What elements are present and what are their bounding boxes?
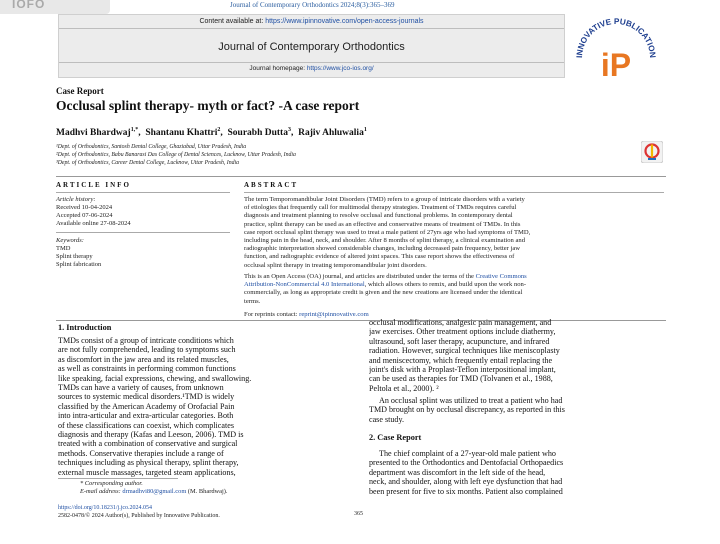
homepage-prefix: Journal homepage:	[249, 65, 307, 72]
abstract-line: diagnosis and treatment planning to resolve occlusal and functional problems. In contemporary dental	[244, 212, 513, 220]
author-sup: 1,*	[130, 127, 139, 133]
footnote-rule	[58, 478, 178, 479]
author-list: Madhvi Bhardwaj$^{1,*}$, Shantanu Khattri$^2$, Sourabh Dutta$^3$, Rajiv Ahluwalia$^1$	[56, 127, 367, 139]
license-block	[244, 273, 664, 306]
article-type: Case Report	[56, 86, 104, 96]
header-divider-top	[59, 28, 564, 29]
history-label: Article history:	[56, 196, 96, 203]
right-col-para-3	[369, 449, 665, 496]
license-line: terms.	[244, 297, 261, 305]
history-accepted: Accepted 07-06-2024	[56, 212, 113, 219]
availability-line	[59, 18, 564, 25]
right-line: department was discomfort in the left side of the head,	[369, 467, 546, 477]
keyword: Splint therapy	[56, 253, 93, 260]
article-info-rule	[56, 192, 230, 193]
intro-heading: 1. Introduction	[58, 323, 112, 332]
reprints-prefix: For reprints contact:	[244, 311, 300, 318]
running-head: Journal of Contemporary Orthodontics 2024;8(3):365–369	[230, 1, 395, 9]
publisher-mark: iP	[600, 47, 632, 83]
right-line: occlusal modifications, analgesic pain management, and	[369, 318, 552, 327]
right-line: Peltola et al., 2000). ²	[369, 383, 439, 393]
journal-logo-fragment	[0, 0, 110, 14]
right-col-para-1	[369, 318, 665, 393]
author-name: Madhvi Bhardwaj	[56, 128, 131, 139]
email-prefix: E-mail address:	[80, 488, 123, 495]
abstract-rule	[244, 192, 664, 193]
homepage-link[interactable]: https://www.jco-ios.org/	[306, 65, 374, 72]
keyword: Splint fabrication	[56, 261, 102, 268]
intro-line: TMDs consist of a group of intricate conditions which	[58, 336, 234, 345]
intro-line: like speaking, facial expressions, chewing, and swallowing.	[58, 373, 252, 383]
journal-title: Journal of Contemporary Orthodontics	[218, 41, 405, 53]
keyword: TMD	[56, 245, 71, 252]
affiliation-line: ¹Dept. of Orthodontics, Santosh Dental College, Ghaziabad, Uttar Pradesh, India	[56, 144, 247, 150]
case-report-heading: 2. Case Report	[369, 433, 422, 442]
email-note	[80, 488, 228, 495]
right-line: neck, and shoulder, along with left eye dysfunction that had	[369, 477, 563, 487]
author-name: Shantanu Khattri	[145, 128, 218, 139]
abstract-line: practice, splint therapy can be used as an effective and conservative means of treatment of TMDs. In this	[244, 220, 521, 228]
intro-line: into intra-articular and extra-articular categories. Both	[58, 411, 234, 421]
corresponding-note: * Corresponding author.	[80, 480, 143, 487]
homepage-line	[59, 65, 564, 72]
intro-line: sources to systemic medical disorders.¹TMD is widely	[58, 392, 235, 402]
right-line: An occlusal splint was utilized to treat a patient who had	[379, 396, 563, 405]
license-text: This is an Open Access (OA) journal, and articles are distributed under the terms of the	[244, 273, 476, 280]
right-line: radiation. However, surgical techniques like meniscoplasty	[369, 346, 560, 356]
intro-line: methods. Conservative therapies include a range of	[58, 448, 224, 458]
right-line: TMD brought on by occlusal discrepancy, as reported in this	[369, 405, 565, 415]
license-line: commercially, as long as appropriate credit is given and the new creations are licensed under the identical	[244, 289, 523, 297]
right-line: The chief complaint of a 27-year-old male patient who	[379, 449, 556, 458]
keywords-rule	[56, 232, 230, 233]
journal-header-banner	[58, 14, 565, 78]
intro-line: TMDs can have a variety of causes, from unknown	[58, 383, 224, 393]
license-link[interactable]: Attribution-NonCommercial 4.0 International	[244, 281, 365, 289]
history-online: Available online 27-08-2024	[56, 220, 131, 227]
crossmark-icon[interactable]	[641, 141, 663, 163]
intro-line: as well as constraints in performing common functions	[58, 364, 236, 374]
right-line: and meniscectomy, which frequently entail replacing the	[369, 355, 553, 365]
copyright-line: 2582-0478/© 2024 Author(s), Published by Innovative Publication.	[58, 513, 220, 519]
intro-line: classified by the American Academy of Orofacial Pain	[58, 401, 235, 411]
author-sup: 2	[217, 127, 221, 133]
right-line: been present for five to six months. Patient also complained	[369, 486, 563, 496]
intro-line: as discomfort in the jaw area and its related muscles,	[58, 354, 229, 364]
right-line: presented to the Orthodontics and Dentofacial Orthopaedics	[369, 458, 564, 468]
email-suffix: (M. Bhardwaj).	[186, 488, 228, 495]
availability-prefix: Content available at:	[199, 18, 266, 25]
intro-line: diagnosis and therapy (Kafas and Leeson, 2006). TMD is	[58, 430, 244, 440]
affiliation-line: ³Dept. of Orthodontics, Career Dental College, Lucknow, Uttar Pradesh, India	[56, 160, 240, 166]
right-line: jaw exercises. Other treatment options include diathermy,	[369, 327, 556, 337]
header-divider-bottom	[59, 62, 564, 63]
author-sup: 3	[287, 127, 291, 133]
logo-fragment-text: IOFO	[12, 0, 46, 11]
article-title: Occlusal splint therapy- myth or fact? -A case report	[56, 98, 360, 113]
license-line	[244, 281, 664, 289]
right-line: can be used as therapies for TMD (Tolvanen et al., 1988,	[369, 374, 553, 384]
abstract-line: including pain in the head, neck, and shoulder. After 8 months of splint therapy, a clinical examination and	[244, 237, 526, 245]
doi-link[interactable]: https://doi.org/10.18231/j.jco.2024.054	[58, 505, 153, 511]
right-col-para-2	[369, 396, 665, 424]
author-sup: 1	[363, 127, 367, 133]
license-line	[244, 273, 664, 281]
abstract-heading: ABSTRACT	[244, 181, 299, 189]
abstract-line: radiographic interpretation showed considerable changes, including decreased pain frequency, better jaw	[244, 245, 521, 253]
author-name: Sourabh Dutta	[227, 128, 288, 139]
license-text: , which allows others to remix, and build upon the work non-	[364, 281, 527, 289]
section-divider	[56, 176, 666, 177]
reprints-email[interactable]: reprint@ipinnovative.com	[299, 311, 369, 318]
article-info-heading: ARTICLE INFO	[56, 181, 131, 189]
intro-line: treated with a combination of conservative and surgical	[58, 439, 238, 449]
availability-link[interactable]: https://www.ipinnovative.com/open-access-journals	[265, 18, 424, 25]
right-line: joint's disk with a Proplast-Teflon interpositional implant,	[369, 365, 556, 375]
intro-line: are not fully comprehended, leading to symptoms such	[58, 345, 236, 355]
page-number: 365	[354, 511, 363, 517]
license-link[interactable]: Creative Commons	[475, 273, 527, 280]
intro-line: of these classifications can coexist, which complicates	[58, 420, 234, 430]
keywords-label: Keywords:	[56, 237, 84, 244]
intro-line: techniques including as physical therapy, splint therapy,	[58, 458, 239, 468]
right-line: ultrasound, soft laser therapy, acupuncture, and infrared	[369, 336, 550, 346]
author-name: Rajiv Ahluwalia	[298, 128, 364, 139]
intro-body	[58, 336, 352, 477]
right-line: case study.	[369, 414, 404, 424]
abstract-body	[244, 196, 664, 270]
abstract-line: case report occlusal splint therapy was used to treat a male patient of 27yrs age who had symptoms of TMD,	[244, 228, 531, 236]
abstract-line: The term Temporomandibular Joint Disorders (TMD) refers to a group of intricate disorders with a variety	[244, 196, 525, 203]
intro-line: external muscle massages, targeted steam applications,	[58, 467, 236, 477]
abstract-line: occlusal splint therapy in treating temporomandibular joint disorders.	[244, 261, 427, 269]
publisher-arc-text: INNOVATIVE PUBLICATION	[574, 16, 658, 59]
history-received: Received 10-04-2024	[56, 204, 113, 211]
author-email[interactable]: drmadhvi80@gmail.com	[122, 488, 187, 495]
affiliation-line: ²Dept. of Orthodontics, Babu Banarasi Das College of Dental Sciences, Lucknow, Uttar Pradesh, India	[56, 152, 296, 158]
abstract-line: function, and radiographic evidence of altered joint spaces. This case report shows the effectiveness of	[244, 253, 515, 261]
publisher-logo	[568, 14, 664, 84]
abstract-line: of etiologies that frequently call for multimodal therapy strategies. Treatment of TMDs requires careful	[244, 204, 517, 212]
